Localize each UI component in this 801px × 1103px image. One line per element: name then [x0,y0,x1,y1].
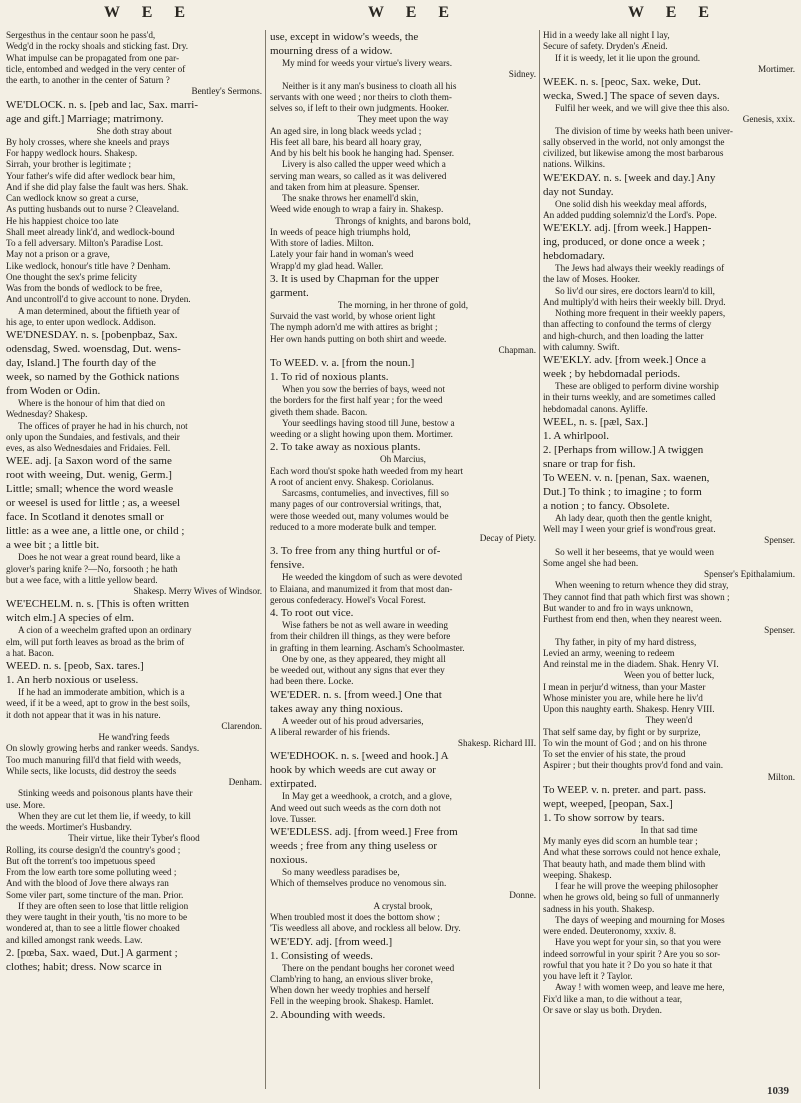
text-line: And weed out such weeds as the corn doth not [270,802,441,813]
text-line: So many weedless paradises be, [282,867,400,877]
text-line: Each word thou'st spoke hath weeded from my heart [270,465,464,476]
text-line: May not a prison or a grave, [6,249,110,260]
text-line: Clamb'ring to hang, an envious sliver broke, [270,973,433,984]
text-line: What impulse can be propagated from one par- [6,52,180,63]
text-line: Fix'd like a man, to die without a tear, [543,993,683,1004]
entry-line: WE'EKLY. adv. [from week.] Once a [543,354,707,366]
text-line: Genesis, xxix. [742,114,795,125]
text-line: Mortimer. [757,63,795,74]
text-line: servants with one weed ; nor theirs to cloth them- [270,91,452,102]
entry-line: fensive. [270,559,305,572]
text-line: In that sad time [640,824,698,835]
text-line: but a wee face, with a little yellow beard. [6,574,158,585]
text-line: The days of weeping and mourning for Moses [555,914,725,925]
text-line: only upon the Sundaies, and festivals, and their [6,431,180,442]
text-line: Your father's wife did after wedlock bear him, [6,170,176,181]
entry-line: use, except in widow's weeds, the [270,31,419,43]
text-line: Your seedlings having stood till June, bestow a [282,417,455,428]
text-line: Shakesp. Merry Wives of Windsor. [133,586,262,596]
entry-line: 1. To show sorrow by tears. [543,811,665,824]
text-line: They cannot find that path which first was shown ; [543,591,730,602]
text-line: As putting husbands out to nurse ? Cleaveland. [6,204,180,215]
running-header-left: W E E [104,4,195,21]
text-line: To a fell adversary. Milton's Paradise Lost. [6,238,164,248]
text-line: And by his belt his book he hanging had. Spenser. [270,148,454,158]
text-line: to Elaiana, and manumized it from that most dan- [270,583,453,594]
text-line: Sirrah, your brother is legitimate ; [6,159,132,170]
entry-line: WE'DLOCK. n. s. [peb and lac, Sax. marri- [6,98,198,111]
text-line: Throngs of knights, and barons bold, [335,215,471,226]
text-line: Sarcasms, contumelies, and invectives, fill so [282,488,449,498]
page-number: 1039 [767,1085,789,1097]
entry-line: 4. To root out vice. [270,607,354,619]
text-line: But wander to and fro in ways unknown, [543,602,694,613]
text-line: A man determined, about the fiftieth year of [18,305,180,316]
entry-line: WE'EKDAY. n. s. [week and day.] Any [543,171,716,184]
entry-line: WE'EDY. adj. [from weed.] [270,935,393,948]
text-line: Hid in a weedy lake all night I lay, [543,30,670,40]
text-line: Furthest from end then, when they nearest ween. [543,614,722,624]
text-line: Lately your fair hand in woman's weed [270,249,414,260]
text-line: With store of ladies. Milton. [270,238,374,248]
text-line: ticle, entombed and wedged in the very center of [6,63,186,74]
entry-line: 2. [Perhaps from willow.] A twiggen [543,443,704,456]
text-line: A liberal rewarder of his friends. [270,726,390,737]
text-line: gerous confederacy. Howel's Vocal Forest. [270,594,426,605]
entry-line: garment. [270,286,309,299]
entry-line: face. In Scotland it denotes small or [6,511,164,524]
text-line: many pages of our controversial writings, that, [270,499,442,510]
entry-line: 1. Consisting of weeds. [270,949,373,962]
text-line: and taken from him at pleasure. Spenser. [270,181,420,192]
text-line: To set the envier of his state, the proud [543,749,686,759]
text-line: rowful that you hate it ? Do you so hate it that [543,959,713,970]
text-line: civilized, but likewise among the most barbarous [543,148,724,158]
text-line: serving man wears, so called as it was delivered [270,170,447,181]
text-line: use. More. [6,799,46,810]
text-line: indeed sorrowful in your spirit ? Are you so sor- [543,948,721,959]
text-line: weed, if it be a weed, apt to grow in the best soils, [6,698,190,709]
entry-line: 2. To take away as noxious plants. [270,441,421,454]
text-line: eves, as also Wednesdaies and Fridaies. Fell. [6,443,171,453]
text-line: Was from the bonds of wedlock to be free, [6,283,163,293]
text-line: Wednesday? Shakesp. [6,409,88,420]
text-line: His feet all bare, his beard all hoary gray, [270,136,422,147]
text-line: sadness in his youth. Shakesp. [543,903,655,914]
text-line: elm, will put forth leaves as broad as the brim of [6,636,185,647]
entry-line: 3. To free from any thing hurtful or of- [270,545,441,558]
text-line: the borders for the first half year ; for the weed [270,395,443,406]
text-line: Clarendon. [221,720,262,731]
text-line: When weening to return whence they did stray, [555,580,729,591]
text-line: Their virtue, like their Tyber's flood [68,833,200,844]
text-line: it doth not appear that it was in his nature. [6,709,161,720]
text-line: be weeded out, without any signs that ever they [270,665,445,675]
column-rule-right [539,30,540,1089]
text-line: A cion of a weechelm grafted upon an ordinary [18,625,192,636]
entry-line: 1. To rid of noxious plants. [270,371,389,383]
text-line: sally observed in the world, not only amongst the [543,136,725,147]
text-line: a hat. Bacon. [6,647,54,658]
text-line: Fulfil her week, and we will give thee this also. [555,103,730,113]
text-line: 'Tis weedless all above, and rockless all below. Dry. [270,923,461,934]
text-line: Nothing more frequent in their weekly papers, [555,308,726,318]
entry-line: WE'EKLY. adj. [from week.] Happen- [543,222,712,234]
entry-line: WE'EDER. n. s. [from weed.] One that [270,688,442,701]
text-line: they were taught in their youth, 'tis no more to be [6,912,188,922]
text-line: the weeds. Mortimer's Husbandry. [6,822,132,832]
entry-line: clothes; habit; dress. Now scarce in [6,960,162,973]
entry-line: hook by which weeds are cut away or [270,764,436,777]
text-line: Too much manuring fill'd that field with weeds, [6,754,182,765]
entry-line: age and gift.] Marriage; matrimony. [6,112,164,125]
text-line: Some viler part, some tincture of the man. Prior. [6,889,184,900]
entry-line: WEEL, n. s. [pæl, Sax.] [543,415,648,428]
text-line: Milton. [767,771,795,782]
text-line: And multiply'd with heirs their weekly bill. Dryd. [543,296,726,307]
text-line: From the low earth tore some polluting weed ; [6,867,177,877]
entry-line: WEEK. n. s. [peoc, Sax. weke, Dut. [543,76,701,88]
text-line: Thy father, in pity of my hard distress, [555,636,697,647]
text-line: and high-church, and then loading the latter [543,330,704,341]
text-line: Livery is also called the upper weed which a [282,159,446,170]
text-line: When troubled most it does the bottom show ; [270,912,440,922]
entry-line: 3. It is used by Chapman for the upper [270,272,439,285]
entry-line: takes away any thing noxious. [270,702,403,715]
text-line: Some angel she had been. [543,557,639,568]
text-line: When they are cut let them lie, if weedy, to kill [18,810,191,821]
text-line: than affecting to confound the terms of clergy [543,319,712,330]
text-line: A root of ancient envy. Shakesp. Coriolanus. [270,476,434,487]
entry-line: from Woden or Odin. [6,385,101,397]
text-line: To win the mount of God ; and on his throne [543,737,707,748]
text-line: were ended. Deuteronomy, xxxiv. 8. [543,926,677,936]
entry-line: 1. An herb noxious or useless. [6,674,139,686]
entry-line: a notion ; to fancy. Obsolete. [543,499,670,512]
text-line: in their turns weekly, and are sometimes called [543,392,716,403]
text-line: Spenser's Epithalamium. [704,569,795,579]
text-line: Shakesp. Richard III. [457,738,536,748]
entry-line: week, so named by the Gothick nations [6,371,180,383]
text-line: Wise fathers be not as well aware in weeding [282,620,448,630]
text-line: But oft the torrent's too impetuous speed [6,855,156,866]
text-line: He his happiest choice too late [6,215,119,226]
text-line: Upon this naughty earth. Shakesp. Henry VIII. [543,704,715,714]
entry-line: week ; by hebdomadal periods. [543,368,681,380]
text-line: the law of Moses. Hooker. [543,274,640,285]
entry-line: WE'DNESDAY. n. s. [pobenpbaz, Sax. [6,329,178,341]
text-line: By holy crosses, where she kneels and prays [6,136,170,147]
text-line: you have left it ? Taylor. [543,971,633,981]
text-line: The Jews had always their weekly readings of [555,263,725,273]
text-line: hebdomadal canons. Ayliffe. [543,403,648,414]
entry-line: 1. A whirlpool. [543,429,610,442]
text-line: For happy wedlock hours. Shakesp. [6,148,138,158]
entry-line: hebdomadary. [543,250,605,262]
text-line: weeding or a slight howing upon them. Mortimer. [270,429,453,439]
entry-line: To WEEP. v. n. preter. and part. pass. [543,783,706,796]
entry-line: Little; small; whence the word weasle [6,483,174,496]
text-line: While sects, like locusts, did destroy the seeds [6,765,177,776]
text-line: glover's paring knife ?—No, forsooth ; he hath [6,563,178,574]
text-line: Wedg'd in the rocky shoals and sticking fast. Dry. [6,41,188,52]
entry-line: wept, weeped, [peopan, Sax.] [543,797,673,810]
text-line: Denham. [228,777,262,787]
text-line: They ween'd [645,715,693,726]
entry-line: To WEEN. v. n. [penan, Sax. waenen, [543,471,710,484]
text-line: from their children ill things, as they were before [270,631,451,642]
entry-line: weeds ; free from any thing useless or [270,840,438,852]
text-line: On slowly growing herbs and ranker weeds. Sandys. [6,743,200,754]
text-line: They meet upon the way [357,114,449,125]
text-line: Sidney. [508,69,536,80]
text-line: his age, to enter upon wedlock. Addison. [6,316,156,327]
entry-line: ing, produced, or done once a week ; [543,236,706,248]
text-line: weeping. Shakesp. [543,869,612,880]
text-line: Survaid the vast world, by whose orient light [270,311,436,321]
text-line: When down her weedy trophies and herself [270,985,430,995]
text-line: had been there. Locke. [270,676,354,687]
entry-line: noxious. [270,854,308,866]
entry-line: a wee bit ; a little bit. [6,539,100,552]
entry-line: To WEED. v. a. [from the noun.] [270,357,415,369]
running-header-center: W E E [368,4,459,21]
entry-line: or weesel is used for little ; as, a weesel [6,497,181,510]
text-line: I fear he will prove the weeping philosopher [555,881,719,891]
text-line: Decay of Piety. [479,533,536,543]
text-line: The nymph adorn'd me with attires as bright ; [270,322,438,333]
column-right [543,30,795,1016]
text-line: Spenser. [764,625,795,636]
text-line: Which of themselves produce no venomous sin. [270,878,447,889]
text-line: were those weeded out, many volumes would be [270,510,449,521]
text-line: Rolling, its course design'd the country's good ; [6,844,181,855]
entry-line: WEE. adj. [a Saxon word of the same [6,455,172,468]
text-line: In weeds of peace high triumphs hold, [270,226,411,237]
entry-line: extirpated. [270,778,317,791]
text-line: selves so, if left to their own judgments. Hooker. [270,103,449,113]
text-line: Aspirer ; but their thoughts prov'd fond and vain. [543,760,724,771]
text-line: Fell in the weeping brook. Shakesp. Hamlet. [270,996,434,1007]
text-line: Like wedlock, honour's title have ? Denham. [6,260,171,271]
text-line: Stinking weeds and poisonous plants have their [18,788,193,799]
text-line: wondered at, than to see a little flower choaked [6,923,180,934]
entry-line: snare or trap for fish. [543,457,636,470]
text-line: Levied an army, weening to redeem [543,647,675,658]
text-line: in grafting in them learning. Ascham's Schoolmaster. [270,642,465,653]
text-line: The snake throws her enamell'd skin, [282,193,419,203]
text-line: reduced to a more moderate bulk and temper. [270,521,437,532]
text-line: Donne. [509,889,536,900]
text-line: nations. Wilkins. [543,159,605,170]
text-line: The offices of prayer he had in his church, not [18,420,188,431]
entry-line: WEED. n. s. [peob, Sax. tares.] [6,660,144,672]
text-line: He wand'ring feeds [98,732,170,742]
column-rule-left [265,30,266,1089]
entry-line: root with weeing, Dut. wenig, Germ.] [6,469,172,482]
text-line: That beauty hath, and made them blind with [543,858,706,869]
text-line: There on the pendant boughs her coronet weed [282,962,455,973]
text-line: And what these sorrows could not hence exhale, [543,847,721,858]
text-line: Can wedlock know so great a curse, [6,193,139,203]
text-line: And if she did play false the fault was hers. Shak. [6,181,189,192]
text-line: One solid dish his weekday meal affords, [555,198,707,209]
text-line: And reinstal me in the diadem. Shak. Henry VI. [543,659,719,669]
text-line: A weeder out of his proud adversaries, [282,715,424,726]
text-line: Neither is it any man's business to cloath all his [282,80,457,91]
text-line: Sergesthus in the centaur soon he pass'd, [6,30,156,40]
text-line: Where is the honour of him that died on [18,398,165,408]
entry-line: wecka, Swed.] The space of seven days. [543,90,720,102]
text-line: Bentley's Sermons. [191,86,262,97]
text-line: One thought the sex's prime felicity [6,271,138,282]
text-line: That self same day, by fight or by surprize, [543,726,701,737]
text-line: Ah lady dear, quoth then the gentle knight, [555,512,713,523]
entry-line: 2. [pœba, Sax. waed, Dut.] A garment ; [6,946,178,959]
entry-line: witch elm.] A species of elm. [6,612,134,625]
text-line: Or save or slay us both. Dryden. [543,1004,662,1015]
entry-line: WE'EDHOOK. n. s. [weed and hook.] A [270,750,449,763]
text-line: The morning, in her throne of gold, [337,299,469,310]
text-line: and killed amongst rank weeds. Law. [6,934,143,945]
text-line: If it is weedy, let it lie upon the ground. [555,52,701,63]
text-line: An added pudding solemniz'd the Lord's. Pope. [543,209,717,220]
text-line: I mean in perjur'd witness, than your Master [543,681,706,692]
text-line: Have you wept for your sin, so that you were [555,937,721,948]
entry-line: odensdag, Swed. woensdag, Dut. wens- [6,343,181,355]
text-line: And with the blood of Jove there always ran [6,878,169,889]
entry-line: WE'EDLESS. adj. [from weed.] Free from [270,826,458,838]
entry-line: Dut.] To think ; to imagine ; to form [543,485,702,498]
entry-line: day, Island.] The fourth day of the [6,357,156,369]
text-line: These are obliged to perform divine worship [555,381,719,391]
entry-line: day not Sunday. [543,185,614,198]
text-line: A crystal brook, [373,900,433,911]
entry-line: WE'ECHELM. n. s. [This is often written [6,598,190,611]
text-line: Well may I ween your grief is wond'rous great. [543,524,716,534]
text-line: Weed wide enough to wrap a fairy in. Shakesp. [270,204,444,215]
text-line: So liv'd our sires, ere doctors learn'd to kill, [555,285,715,296]
text-line: giveth them shade. Bacon. [270,406,368,417]
text-line: Whose minister you are, while here he liv'd [543,692,703,703]
text-line: Away ! with women weep, and leave me here, [555,982,725,993]
text-line: And uncontroll'd to give account to none. Dryden. [6,294,191,305]
text-line: Her own hands putting on both shirt and weede. [270,333,447,344]
text-line: If he had an immoderate ambition, which is a [18,687,185,697]
text-line: when he grows old, being so full of unmannerly [543,892,720,903]
text-line: Wrapp'd my glad head. Waller. [270,260,384,271]
text-line: Ween you of better luck, [623,670,715,681]
text-line: One by one, as they appeared, they might all [282,653,446,664]
text-line: with calumny. Swift. [543,341,620,352]
running-header-right: W E E [628,4,719,21]
text-line: Does he not wear a great round beard, like a [18,552,181,563]
text-line: If they are often seen to lose that little religion [18,900,189,911]
entry-line: 2. Abounding with weeds. [270,1008,386,1021]
entry-line: mourning dress of a widow. [270,45,393,57]
text-line: My mind for weeds your virtue's livery wears. [282,58,453,68]
column-left [6,30,262,974]
text-line: Spenser. [764,535,795,546]
text-line: the earth, to another in the center of Saturn ? [6,75,170,85]
text-line: So well it her beseems, that ye would ween [555,546,714,557]
text-line: Chapman. [498,344,536,355]
text-line: When you sow the berries of bays, weed not [282,384,446,394]
text-line: The division of time by weeks hath been univer- [555,125,733,136]
text-line: Oh Marcius, [380,454,426,465]
text-line: She doth stray about [96,125,172,136]
text-line: love. Tusser. [270,813,317,824]
column-middle [270,30,536,1022]
text-line: Secure of safety. Dryden's Æneid. [543,41,668,52]
text-line: In May get a weedhook, a crotch, and a glove, [282,791,452,802]
entry-line: little: as a wee ane, a little one, or child ; [6,525,185,538]
text-line: He weeded the kingdom of such as were devoted [282,572,463,583]
text-line: Shall meet already link'd, and wedlock-bound [6,226,175,237]
text-line: My manly eyes did scorn an humble tear ; [543,836,698,846]
text-line: An aged sire, in long black weeds yclad ; [270,125,422,136]
